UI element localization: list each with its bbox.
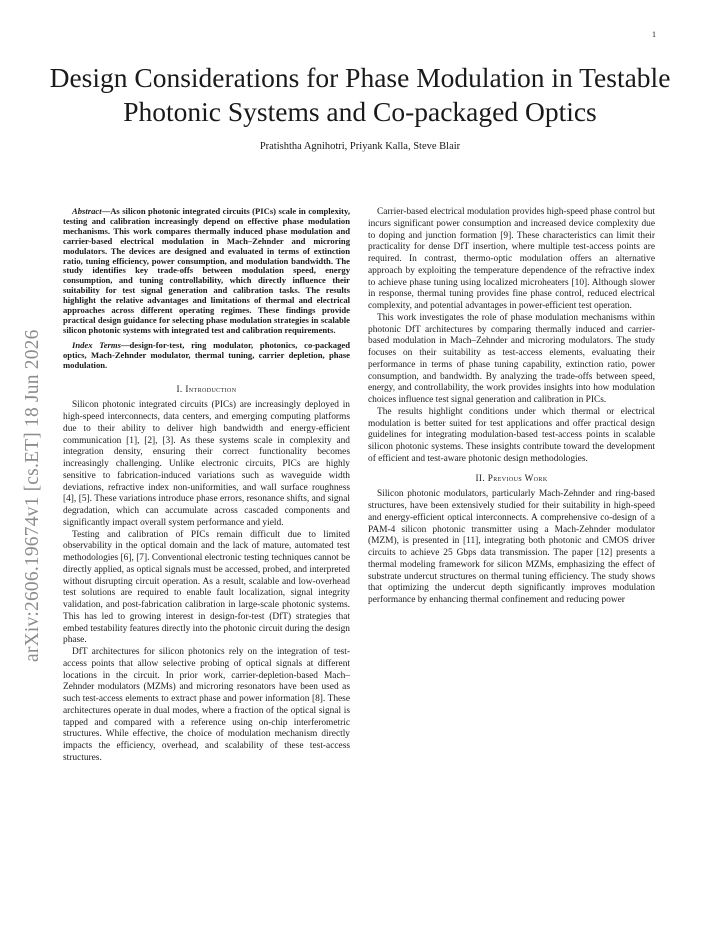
index-terms-lead: Index Terms [72,339,121,350]
index-terms-text: —design-for-test, ring modulator, photonics, co-packaged optics, Mach-Zehnder modulator, thermal tuning, carrier depletion, phase modulation. [63,339,350,370]
body-paragraph: Silicon photonic integrated circuits (PICs) are increasingly deployed in high-speed interconnects, data centers, and emerging computing platforms due to their ability to deliver high bandwidth and energy-efficient communication [1], [2], [3]. As these systems scale in complexity and integration density, ensuring their correct functionality becomes increasingly challenging. Unlike electronic circuits, PICs are highly sensitive to fabrication-induced variations such as waveguide width deviations, refractive index non-uniformities, and wall surface roughness [4], [5]. These variations introduce phase errors, resonance shifts, and signal degradation, which can accumulate across cascaded components and significantly impact overall system performance and yield. [63,400,350,528]
abstract [63,207,350,336]
paper-title: Design Considerations for Phase Modulation in Testable Photonic Systems and Co-packaged Optics [49,62,671,127]
body-paragraph: The results highlight conditions under which thermal or electrical modulation is better suited for test applications and offer practical design guidelines for integrating modulation-based test-access points in scalable silicon photonic systems. These insights contribute toward the development of efficient and test-aware photonic design methodologies. [368,406,655,464]
body-paragraph: Silicon photonic modulators, particularly Mach-Zehnder and ring-based structures, have been extensively studied for their suitability in high-speed and energy-efficient optical interconnects. A comprehensive co-design of a PAM-4 silicon photonic transmitter using a Mach-Zehnder modulator (MZM), is presented in [11], integrating both photonic and CMOS driver circuits to achieve 25 Gbps data transmission. The paper [12] presents a thermal modeling framework for silicon MZMs, emphasizing the effect of substrate undercut structures on thermal tuning efficiency. The study shows that optimizing the undercut depth significantly improves modulation performance by enhancing thermal confinement and reducing power [368,489,655,605]
body-paragraph: Testing and calibration of PICs remain difficult due to limited observability in the optical domain and the lack of mature, automated test methodologies [6], [7]. Conventional electronic testing techniques cannot be directly applied, as optical signals must be accessed, probed, and interpreted without disrupting circuit operation. As a result, scalable and low-overhead test solutions are required to enable fault localization, signal integrity validation, and post-fabrication calibration in large-scale photonic systems. This has led to growing interest in design-for-test (DfT) strategies that embed testability features directly into the photonic circuit during the design phase. [63,529,350,646]
arxiv-identifier-stamp: arXiv:2606.19674v1 [cs.ET] 18 Jun 2026 [22,329,43,662]
body-paragraph: DfT architectures for silicon photonics rely on the integration of test-access points that allow selective probing of optical signals at different locations in the circuit. In prior work, carrier-depletion-based Mach–Zehnder modulators (MZMs) and microring resonators have been used as such test-access elements to extract phase and power information [8]. These architectures operate in dual modes, where a fraction of the optical signal is tapped and compared with a reference using on-chip interferometric structures. While effective, the choice of modulation mechanism directly impacts the efficiency, overhead, and scalability of these test-access structures. [63,647,350,763]
body-paragraph: Carrier-based electrical modulation provides high-speed phase control but incurs significant power consumption and increased device complexity due to doping and junction formation [9]. These characteristics can limit their practicality for dense DfT insertion, where multiple test-access points are required. In contrast, thermo-optic modulation offers an alternative approach by exploiting the temperature dependence of the refractive index to achieve phase tuning using localized microheaters [10]. Although slower in response, thermal tuning provides fine phase control, reduced electrical complexity, and potential advantages in power-efficient test operation. [368,207,655,311]
body-paragraph: This work investigates the role of phase modulation mechanisms within photonic DfT architectures by comparing thermally induced and carrier-based modulation in Mach–Zehnder and microring modulators. The study focuses on their suitability as test-access elements, evaluating their performance in terms of phase tuning capability, extinction ratio, power consumption, and bandwidth. By analyzing the trade-offs between speed, energy, and controllability, the work provides insights into how modulation choices influence test signal generation and calibration in PICs. [368,312,655,405]
abstract-text: —As silicon photonic integrated circuits (PICs) scale in complexity, testing and calibration increasingly depend on effective phase modulation mechanisms. This work compares thermally induced phase modulation and carrier-based electrical modulation in Mach–Zehnder and microring modulators. The devices are designed and evaluated in terms of extinction ratio, tuning efficiency, power consumption, and modulation bandwidth. The study identifies key trade-offs between modulation speed, energy consumption, and tuning controllability, which directly influence their suitability for test signal generation and calibration tasks. The results highlight the relative advantages and limitations of thermal and electrical approaches across different operating regimes. These findings provide practical design guidance for selecting phase modulation strategies in scalable silicon photonic systems with integrated test and calibration requirements. [63,206,350,335]
section-heading-introduction: I. Introduction [176,383,237,394]
author-list: Pratishtha Agnihotri, Priyank Kalla, Steve Blair [259,141,461,152]
section-heading-previous-work: II. Previous Work [475,472,548,483]
index-terms [63,341,350,371]
right-column [368,207,655,607]
left-column [63,207,350,765]
page-number: 1 [652,30,656,39]
abstract-lead: Abstract [72,206,102,216]
